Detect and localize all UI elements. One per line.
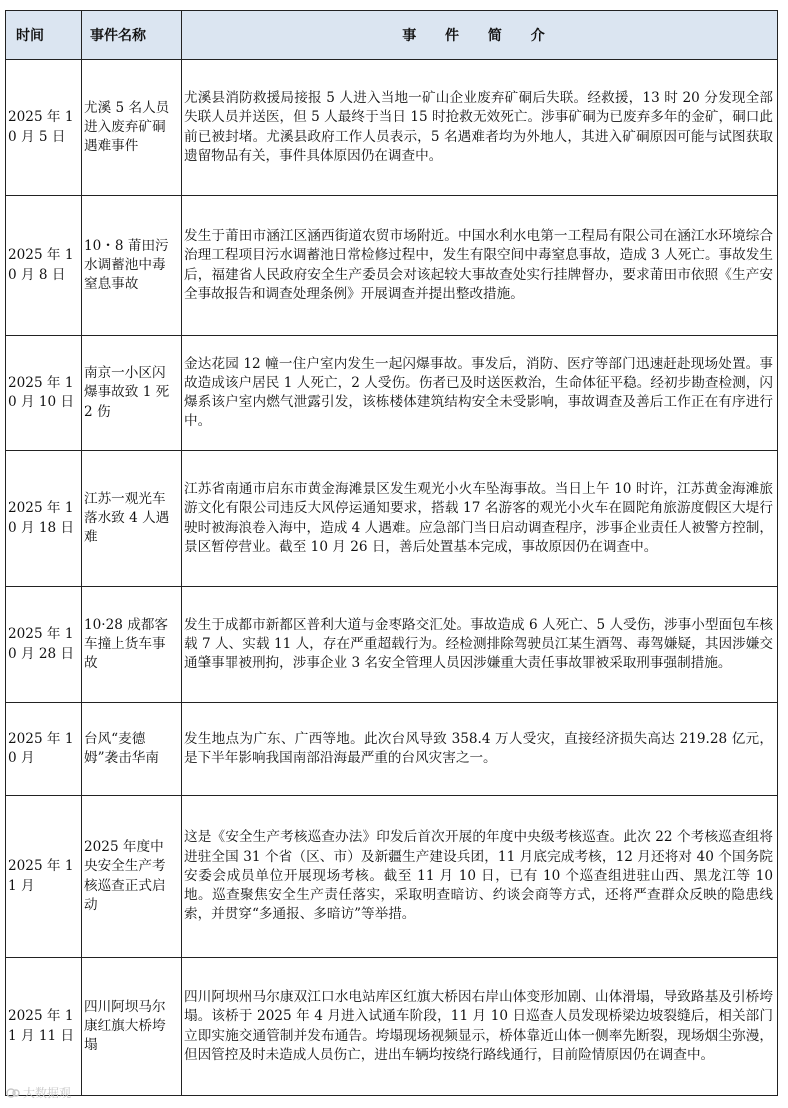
event-description: 发生地点为广东、广西等地。此次台风导致 358.4 万人受灾，直接经济损失高达 219.28 亿元，是下半年影响我国南部沿海最严重的台风灾害之一。 — [182, 703, 778, 796]
event-name: 尤溪 5 名人员进入废弃矿硐遇难事件 — [82, 60, 182, 196]
watermark-logo-icon — [6, 1087, 20, 1099]
event-name: 10・8 莆田污水调蓄池中毒窒息事故 — [82, 196, 182, 336]
event-description: 发生于成都市新都区普利大道与金枣路交汇处。事故造成 6 人死亡、5 人受伤，涉事小型面包车核载 7 人、实载 11 人，存在严重超载行为。经检测排除驾驶员江某生酒驾、毒驾嫌疑，其因涉嫌交通肇事罪被刑拘，涉事企业 3 名安全管理人员因涉嫌重大责任事故罪被采取刑事强制措施。 — [182, 587, 778, 703]
events-table — [5, 10, 778, 1096]
event-description: 金达花园 12 幢一住户室内发生一起闪爆事故。事发后，消防、医疗等部门迅速赶赴现场处置。事故造成该户居民 1 人死亡，2 人受伤。伤者已及时送医救治，生命体征平稳。经初步勘查检测，闪爆系该户室内燃气泄露引发，该栋楼体建筑结构安全未受影响，事故调查及善后工作正在有序进行中。 — [182, 336, 778, 451]
event-date: 2025 年 11 月 — [6, 796, 82, 958]
event-description: 四川阿坝州马尔康双江口水电站库区红旗大桥因右岸山体变形加剧、山体滑塌，导致路基及引桥垮塌。该桥于 2025 年 4 月进入试通车阶段，11 月 10 日巡查人员发现桥梁边坡裂缝后，相关部门立即实施交通管制并发布通告。垮塌现场视频显示，桥体靠近山体一侧率先断裂，现场烟尘弥漫，但因管控及时未造成人员伤亡，进出车辆均按绕行路线通行，目前险情原因仍在调查中。 — [182, 958, 778, 1096]
event-name: 台风“麦德姆”袭击华南 — [82, 703, 182, 796]
header-event-description: 事 件 简 介 — [182, 11, 778, 60]
table-row — [6, 60, 778, 196]
table-row — [6, 336, 778, 451]
event-date: 2025 年 10 月 10 日 — [6, 336, 82, 451]
table-row — [6, 703, 778, 796]
event-name: 江苏一观光车落水致 4 人遇难 — [82, 451, 182, 587]
table-row — [6, 958, 778, 1096]
event-description: 尤溪县消防救援局接报 5 人进入当地一矿山企业废弃矿硐后失联。经救援，13 时 20 分发现全部失联人员并送医，但 5 人最终于当日 15 时抢救无效死亡。涉事矿硐为已废弃多年的金矿，硐口此前已被封堵。尤溪县政府工作人员表示，5 名遇难者均为外地人，其进入矿硐原因可能与试图获取遗留物品有关，事件具体原因仍在调查中。 — [182, 60, 778, 196]
table-row — [6, 451, 778, 587]
event-date: 2025 年 10 月 18 日 — [6, 451, 82, 587]
header-row — [6, 11, 778, 60]
header-time: 时间 — [6, 11, 82, 60]
table-row — [6, 196, 778, 336]
event-date: 2025 年 10 月 — [6, 703, 82, 796]
header-event-name: 事件名称 — [82, 11, 182, 60]
table-row — [6, 587, 778, 703]
event-description: 江苏省南通市启东市黄金海滩景区发生观光小火车坠海事故。当日上午 10 时许，江苏黄金海滩旅游文化有限公司违反大风停运通知要求，搭载 17 名游客的观光小火车在圆陀角旅游度假区大堤行驶时被海浪卷入海中，造成 4 人遇难。应急部门当日启动调查程序，涉事企业责任人被警方控制，景区暂停营业。截至 10 月 26 日，善后处置基本完成，事故原因仍在调查中。 — [182, 451, 778, 587]
event-description: 这是《安全生产考核巡查办法》印发后首次开展的年度中央级考核巡查。此次 22 个考核巡查组将进驻全国 31 个省（区、市）及新疆生产建设兵团，11 月底完成考核，12 月还将对 40 个国务院安委会成员单位开展现场考核。截至 11 月 10 日，已有 10 个巡查组进驻山西、黑龙江等 10 地。巡查聚焦安全生产责任落实，采取明查暗访、约谈会商等方式，还将严查群众反映的隐患线索，并贯穿“多通报、多暗访”等举措。 — [182, 796, 778, 958]
watermark-text: 大数据观 — [23, 1086, 72, 1100]
event-date: 2025 年 10 月 8 日 — [6, 196, 82, 336]
event-date: 2025 年 11 月 11 日 — [6, 958, 82, 1096]
watermark — [6, 1084, 71, 1101]
event-name: 南京一小区闪爆事故致 1 死 2 伤 — [82, 336, 182, 451]
table-row — [6, 796, 778, 958]
event-date: 2025 年 10 月 28 日 — [6, 587, 82, 703]
event-name: 四川阿坝马尔康红旗大桥垮塌 — [82, 958, 182, 1096]
event-description: 发生于莆田市涵江区涵西街道农贸市场附近。中国水利水电第一工程局有限公司在涵江水环境综合治理工程项目污水调蓄池日常检修过程中，发生有限空间中毒窒息事故，造成 3 人死亡。事故发生后，福建省人民政府安全生产委员会对该起较大事故查处实行挂牌督办，要求莆田市依照《生产安全事故报告和调查处理条例》开展调查并提出整改措施。 — [182, 196, 778, 336]
event-date: 2025 年 10 月 5 日 — [6, 60, 82, 196]
event-name: 10·28 成都客车撞上货车事故 — [82, 587, 182, 703]
event-name: 2025 年度中央安全生产考核巡查正式启动 — [82, 796, 182, 958]
